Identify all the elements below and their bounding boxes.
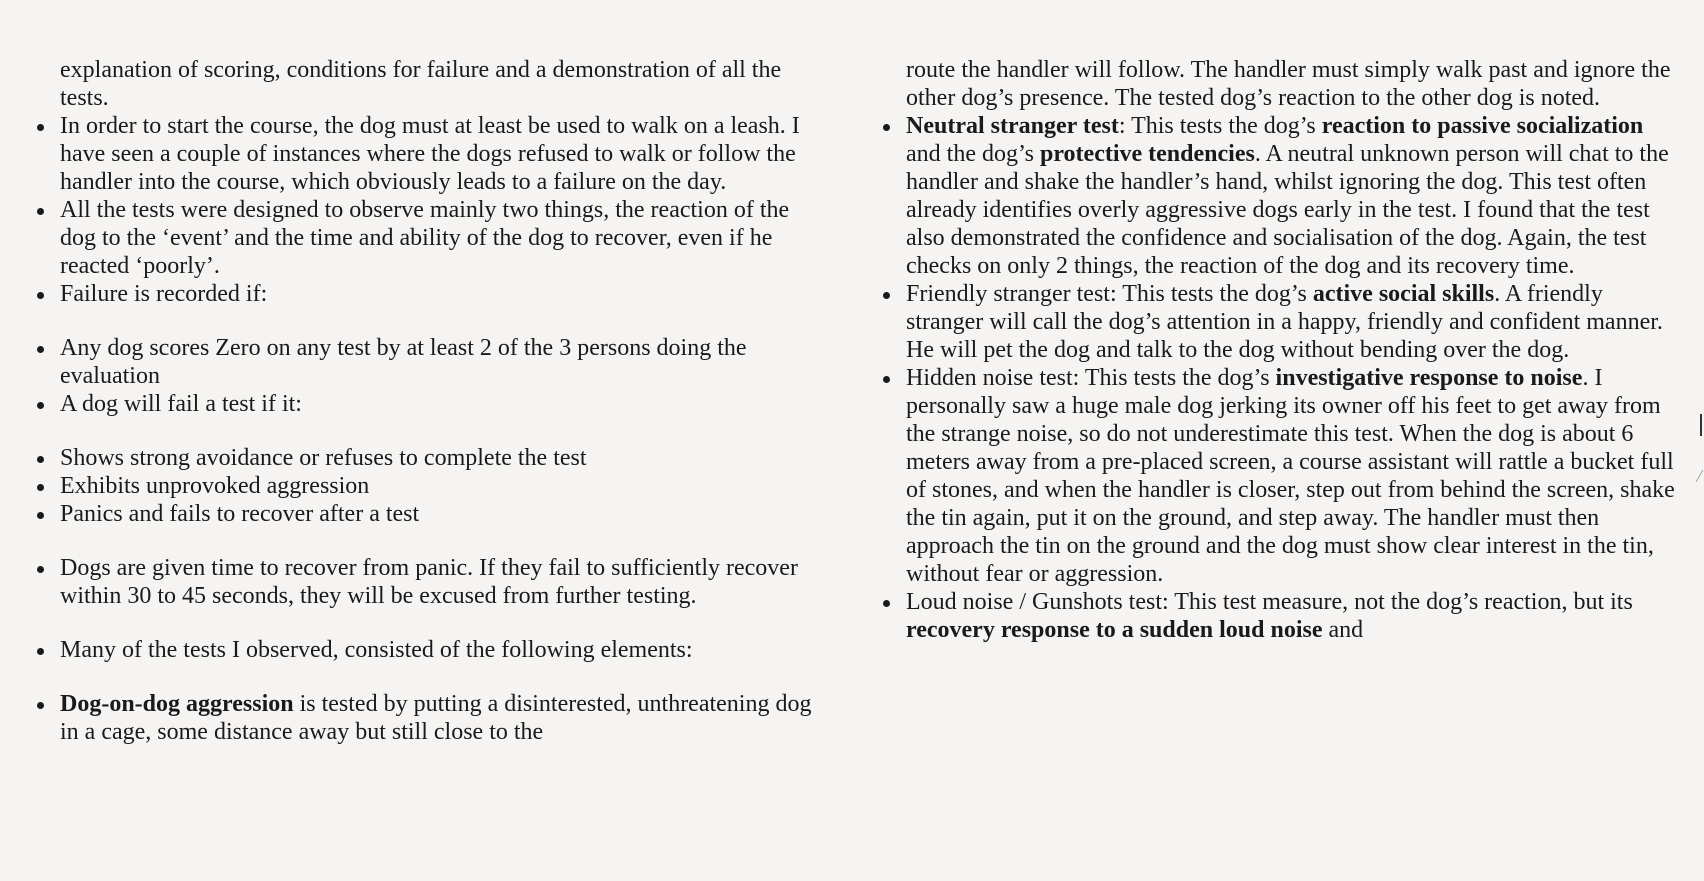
bold-term: Dog-on-dog aggression xyxy=(60,691,294,717)
spacer xyxy=(60,418,830,444)
left-list-4 xyxy=(60,554,830,610)
list-item-loud-noise xyxy=(906,588,1676,644)
list-item-failure-recorded: Failure is recorded if: xyxy=(60,280,830,308)
list-item-neutral-stranger xyxy=(906,112,1676,280)
text-cursor-icon xyxy=(1700,414,1702,436)
left-list-6 xyxy=(60,690,830,746)
item-text: . I personally saw a huge male dog jerking its owner off his feet to get away from the strange noise, so do not underestimate this test. When the dog is about 6 meters away from a pre-placed screen, a course assistant will rattle a bucket full of stones, and when the handler is closer, step out from behind the screen, shake the tin again, put it on the ground, and step away. The handler must then approach the tin on the ground and the dog must show clear interest in the tin, without fear or aggression. xyxy=(906,365,1675,587)
item-text: Loud noise / Gunshots test: This test measure, not the dog’s reaction, but its xyxy=(906,589,1633,615)
right-column xyxy=(906,56,1676,644)
list-item-friendly-stranger xyxy=(906,280,1676,364)
list-item-hidden-noise xyxy=(906,364,1676,588)
bold-term: Neutral stranger test xyxy=(906,113,1119,139)
left-column xyxy=(60,56,830,746)
item-text: and the dog’s xyxy=(906,141,1040,167)
scroll-handle[interactable] xyxy=(1696,470,1704,482)
item-text: : This tests the dog’s xyxy=(1118,113,1322,139)
bold-term: active social skills xyxy=(1312,281,1495,307)
list-item-test-design: All the tests were designed to observe mainly two things, the reaction of the dog to the ‘event’ and the time and ability of the dog to recover, even if he reacted ‘poorly’. xyxy=(60,196,830,280)
spacer xyxy=(60,610,830,636)
item-text: . A friendly stranger will call the dog’s attention in a happy, friendly and confident manner. He will pet the dog and talk to the dog without bending over the dog. xyxy=(906,281,1663,363)
right-lead-paragraph: route the handler will follow. The handler must simply walk past and ignore the other dog’s presence. The tested dog’s reaction to the other dog is noted. xyxy=(906,57,1671,111)
bold-term: recovery response to a sudden loud noise xyxy=(906,617,1323,643)
list-item-leash: In order to start the course, the dog must at least be used to walk on a leash. I have seen a couple of instances where the dogs refused to walk or follow the handler into the course, which obviously leads to a failure on the day. xyxy=(60,112,830,196)
spacer xyxy=(60,308,830,334)
bold-term: reaction to passive socialization xyxy=(1321,113,1644,139)
item-text: . A neutral unknown person will chat to the handler and shake the handler’s hand, whilst ignoring the dog. This test often already identifies overly aggressive dogs early in the test. I found that the test also demonstrated the confidence and socialisation of the dog. Again, the test checks on only 2 things, the reaction of the dog and its recovery time. xyxy=(906,141,1669,279)
spacer xyxy=(60,664,830,690)
list-item-fail-if: A dog will fail a test if it: xyxy=(60,390,830,418)
list-item-elements: Many of the tests I observed, consisted of the following elements: xyxy=(60,636,830,664)
left-list-5 xyxy=(60,636,830,664)
list-item-avoidance: Shows strong avoidance or refuses to complete the test xyxy=(60,444,830,472)
list-item-recover-time: Dogs are given time to recover from panic. If they fail to sufficiently recover within 30 to 45 seconds, they will be excused from further testing. xyxy=(60,554,830,610)
item-text: Hidden noise test: This tests the dog’s xyxy=(906,365,1276,391)
list-item-zero-score: Any dog scores Zero on any test by at least 2 of the 3 persons doing the evaluation xyxy=(60,334,830,390)
item-text: is tested by putting a disinterested, unthreatening dog in a cage, some distance away but still close to the xyxy=(60,691,812,745)
item-text: and xyxy=(1322,617,1364,643)
left-lead-paragraph: explanation of scoring, conditions for failure and a demonstration of all the tests. xyxy=(60,57,782,111)
list-item-dog-on-dog xyxy=(60,690,830,746)
left-list-3 xyxy=(60,444,830,528)
item-text: Friendly stranger test: This tests the dog’s xyxy=(906,281,1313,307)
left-list-2 xyxy=(60,334,830,418)
right-list xyxy=(906,112,1676,644)
spacer xyxy=(60,528,830,554)
list-item-aggression: Exhibits unprovoked aggression xyxy=(60,472,830,500)
list-item-panics: Panics and fails to recover after a test xyxy=(60,500,830,528)
bold-term: protective tendencies xyxy=(1039,141,1255,167)
bold-term: investigative response to noise xyxy=(1275,365,1583,391)
left-list xyxy=(60,112,830,308)
